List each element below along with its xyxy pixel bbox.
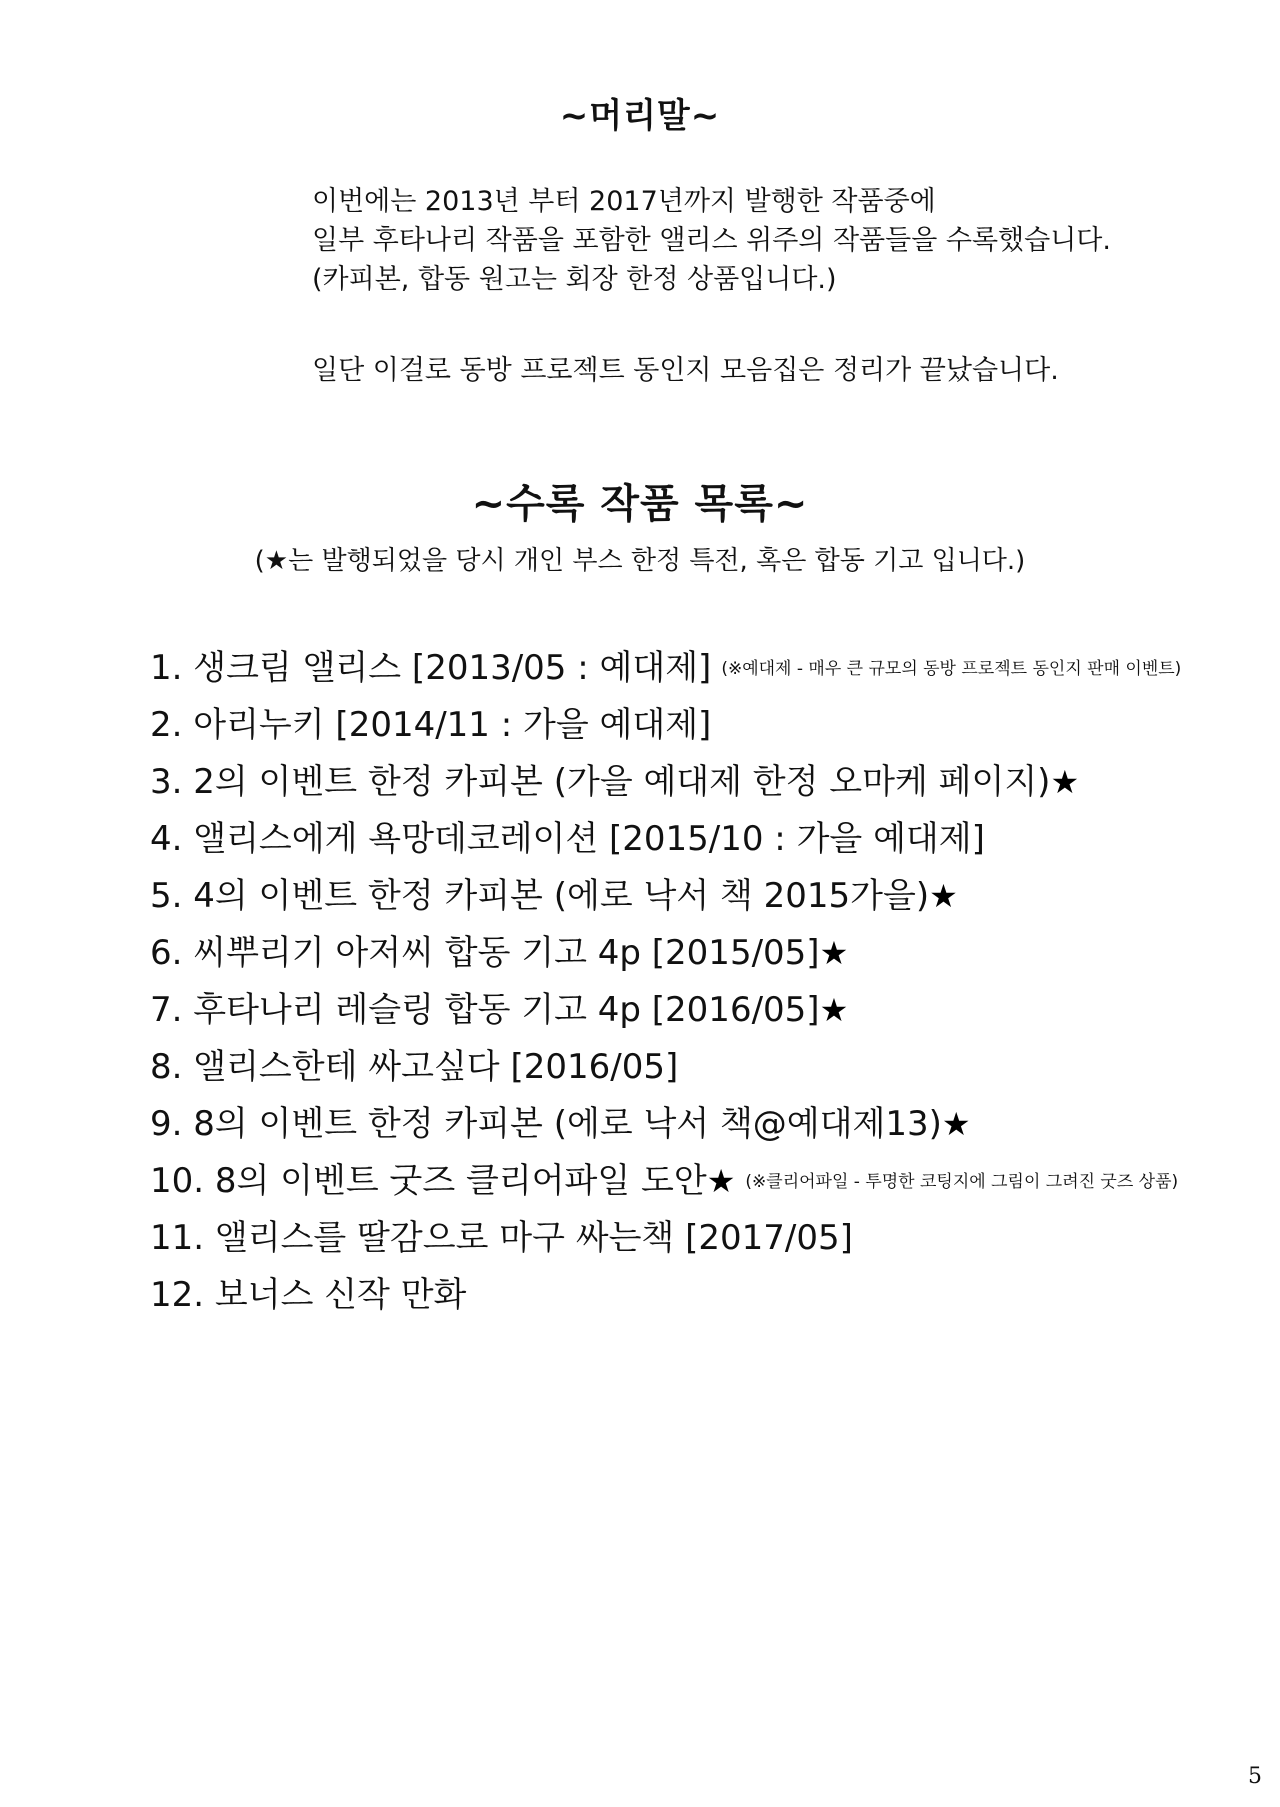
list-item-text: 9. 8의 이벤트 한정 카피본 (에로 낙서 책@예대제13)	[150, 1104, 942, 1144]
list-item	[150, 754, 1250, 811]
list-item-text: 2. 아리누키 [2014/11 : 가을 예대제]	[150, 705, 712, 745]
page-number: 5	[1248, 1764, 1262, 1789]
contents-title: ~수록 작품 목록~	[471, 481, 809, 527]
contents-note: (★는 발행되었을 당시 개인 부스 한정 특전, 혹은 합동 기고 입니다.)	[254, 546, 1026, 576]
list-item-footnote: (※예대제 - 매우 큰 규모의 동방 프로젝트 동인지 판매 이벤트)	[721, 659, 1182, 679]
star-icon: ★	[706, 1162, 736, 1200]
list-item-text: 11. 앨리스를 딸감으로 마구 싸는책 [2017/05]	[150, 1218, 853, 1258]
list-item-text: 10. 8의 이벤트 굿즈 클리어파일 도안	[150, 1161, 707, 1201]
list-item-footnote: (※클리어파일 - 투명한 코팅지에 그림이 그려진 굿즈 상품)	[745, 1172, 1179, 1192]
star-icon: ★	[941, 1105, 971, 1143]
list-item-text: 4. 앨리스에게 욕망데코레이션 [2015/10 : 가을 예대제]	[150, 819, 985, 859]
list-item-text: 6. 씨뿌리기 아저씨 합동 기고 4p [2015/05]	[150, 933, 820, 973]
list-item	[150, 982, 1250, 1039]
preface-line: 일부 후타나리 작품을 포함한 앨리스 위주의 작품들을 수록했습니다.	[312, 225, 1111, 256]
preface-line: (카피본, 합동 원고는 회장 한정 상품입니다.)	[312, 264, 837, 295]
list-item	[150, 925, 1250, 982]
preface-body	[312, 182, 1212, 390]
star-icon: ★	[819, 991, 849, 1029]
contents-list	[150, 640, 1250, 1324]
list-item	[150, 868, 1250, 925]
list-item	[150, 1153, 1250, 1210]
list-item	[150, 1267, 1250, 1324]
list-item-text: 5. 4의 이벤트 한정 카피본 (에로 낙서 책 2015가을)	[150, 876, 930, 916]
preface-line: 이번에는 2013년 부터 2017년까지 발행한 작품중에	[312, 186, 936, 217]
list-item-text: 7. 후타나리 레슬링 합동 기고 4p [2016/05]	[150, 990, 820, 1030]
list-item-text: 12. 보너스 신작 만화	[150, 1275, 467, 1315]
list-item-text: 1. 생크림 앨리스 [2013/05 : 예대제]	[150, 648, 712, 688]
preface-closing: 일단 이걸로 동방 프로젝트 동인지 모음집은 정리가 끝났습니다.	[312, 355, 1059, 386]
star-icon: ★	[929, 877, 958, 915]
list-item	[150, 640, 1250, 697]
list-item	[150, 811, 1250, 868]
list-item-text: 8. 앨리스한테 싸고싶다 [2016/05]	[150, 1047, 679, 1087]
preface-title: ~머리말~	[559, 96, 721, 136]
star-icon: ★	[819, 934, 849, 972]
list-item	[150, 697, 1250, 754]
list-item	[150, 1210, 1250, 1267]
list-item	[150, 1096, 1250, 1153]
spacer	[312, 299, 1212, 351]
star-icon: ★	[1050, 763, 1080, 801]
list-item-text: 3. 2의 이벤트 한정 카피본 (가을 예대제 한정 오마케 페이지)	[150, 762, 1051, 802]
list-item	[150, 1039, 1250, 1096]
